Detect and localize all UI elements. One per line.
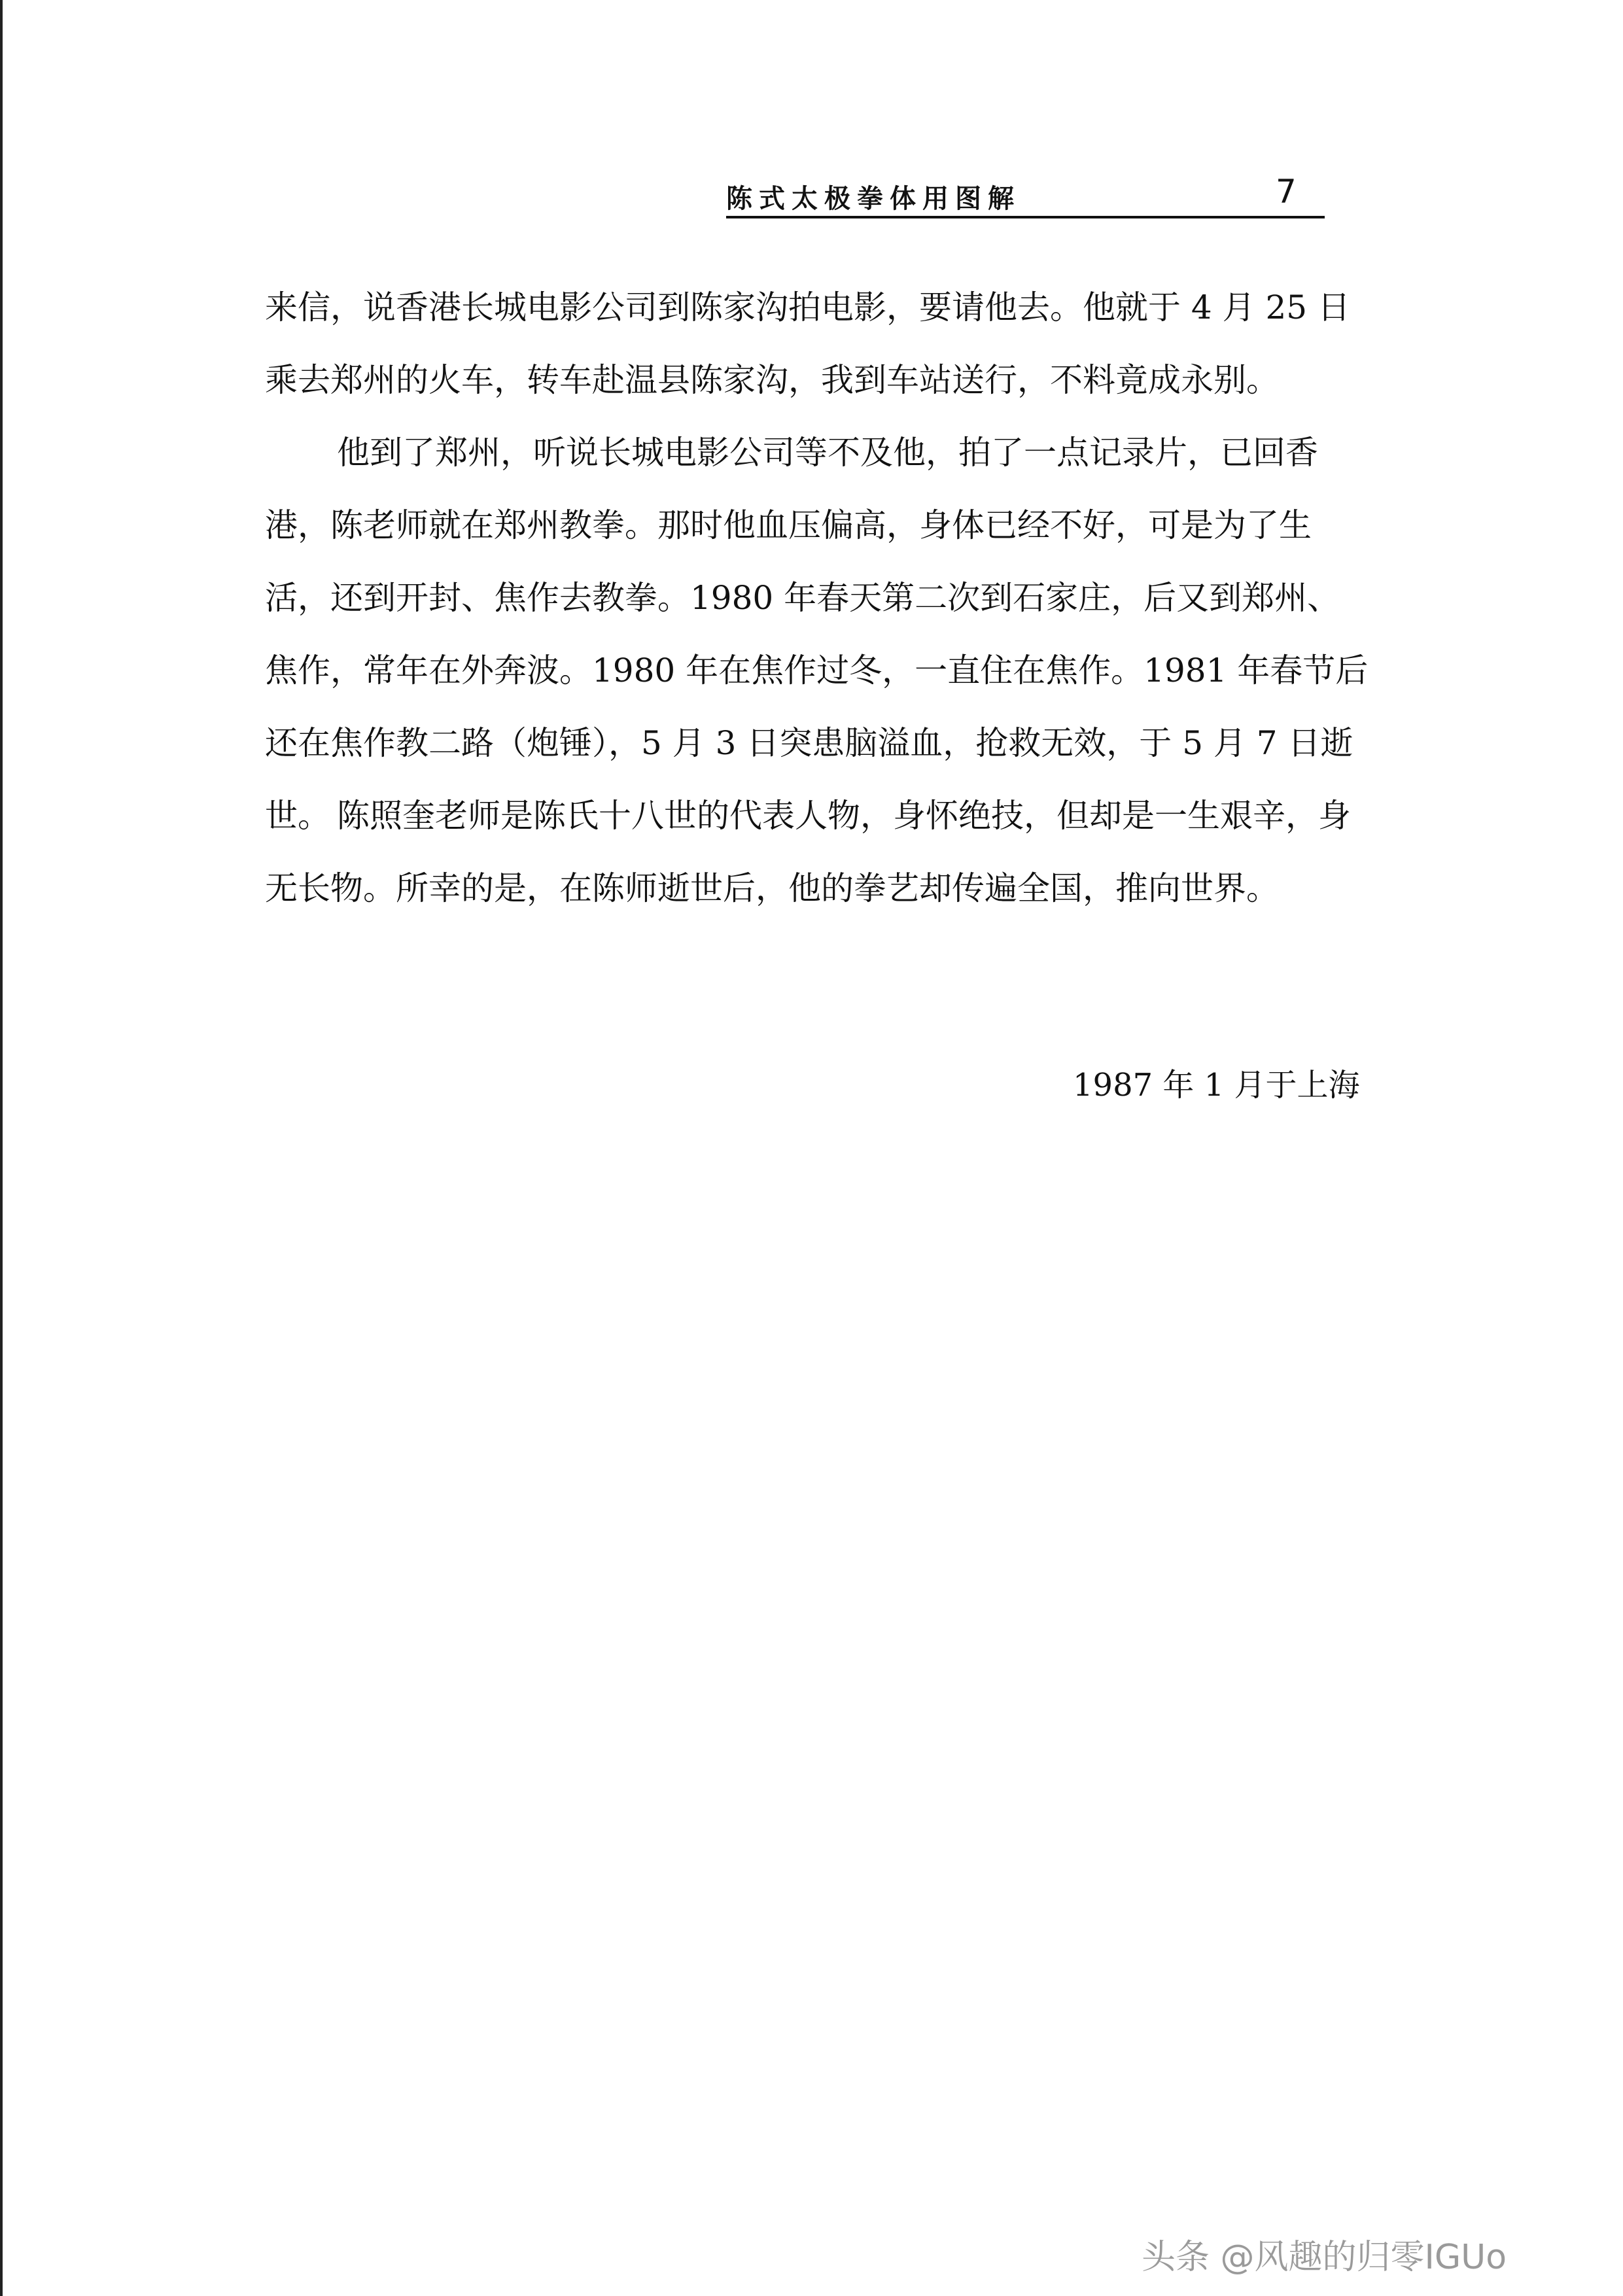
page-number: 7 (1276, 173, 1297, 211)
text-line: 还在焦作教二路（炮锤），5 月 3 日突患脑溢血，抢救无效，于 5 月 7 日逝 (265, 724, 1353, 762)
text-line: 乘去郑州的火车，转车赴温县陈家沟，我到车站送行，不料竟成永别。 (265, 361, 1279, 399)
header-rule (726, 216, 1325, 218)
page-edge-line (0, 0, 3, 2296)
text-line: 他到了郑州，听说长城电影公司等不及他，拍了一点记录片，已回香 (337, 434, 1318, 472)
text-line: 无长物。所幸的是，在陈师逝世后，他的拳艺却传遍全国，推向世界。 (265, 869, 1279, 907)
text-line: 港，陈老师就在郑州教拳。那时他血压偏高，身体已经不好，可是为了生 (265, 506, 1312, 544)
paragraph-3 (265, 780, 1429, 925)
signature-date: 1987 年 1 月于上海 (1073, 1067, 1360, 1104)
text-line: 陈照奎老师是陈氏十八世的代表人物，身怀绝技，但却是一生艰辛，身 (337, 797, 1351, 835)
book-title: 陈式太极拳体用图解 (726, 184, 1021, 214)
text-line: 世。 (265, 797, 330, 835)
paragraph-1 (265, 271, 1429, 417)
text-line: 焦作，常年在外奔波。1980 年在焦作过冬，一直住在焦作。1981 年春节后 (265, 652, 1369, 689)
text-line: 活，还到开封、焦作去教拳。1980 年春天第二次到石家庄，后又到郑州、 (265, 579, 1340, 617)
running-header (726, 171, 1325, 217)
watermark: 头条 @风趣的归零IGUo (1142, 2238, 1507, 2277)
text-line: 来信，说香港长城电影公司到陈家沟拍电影，要请他去。他就于 4 月 25 日 (265, 288, 1351, 326)
